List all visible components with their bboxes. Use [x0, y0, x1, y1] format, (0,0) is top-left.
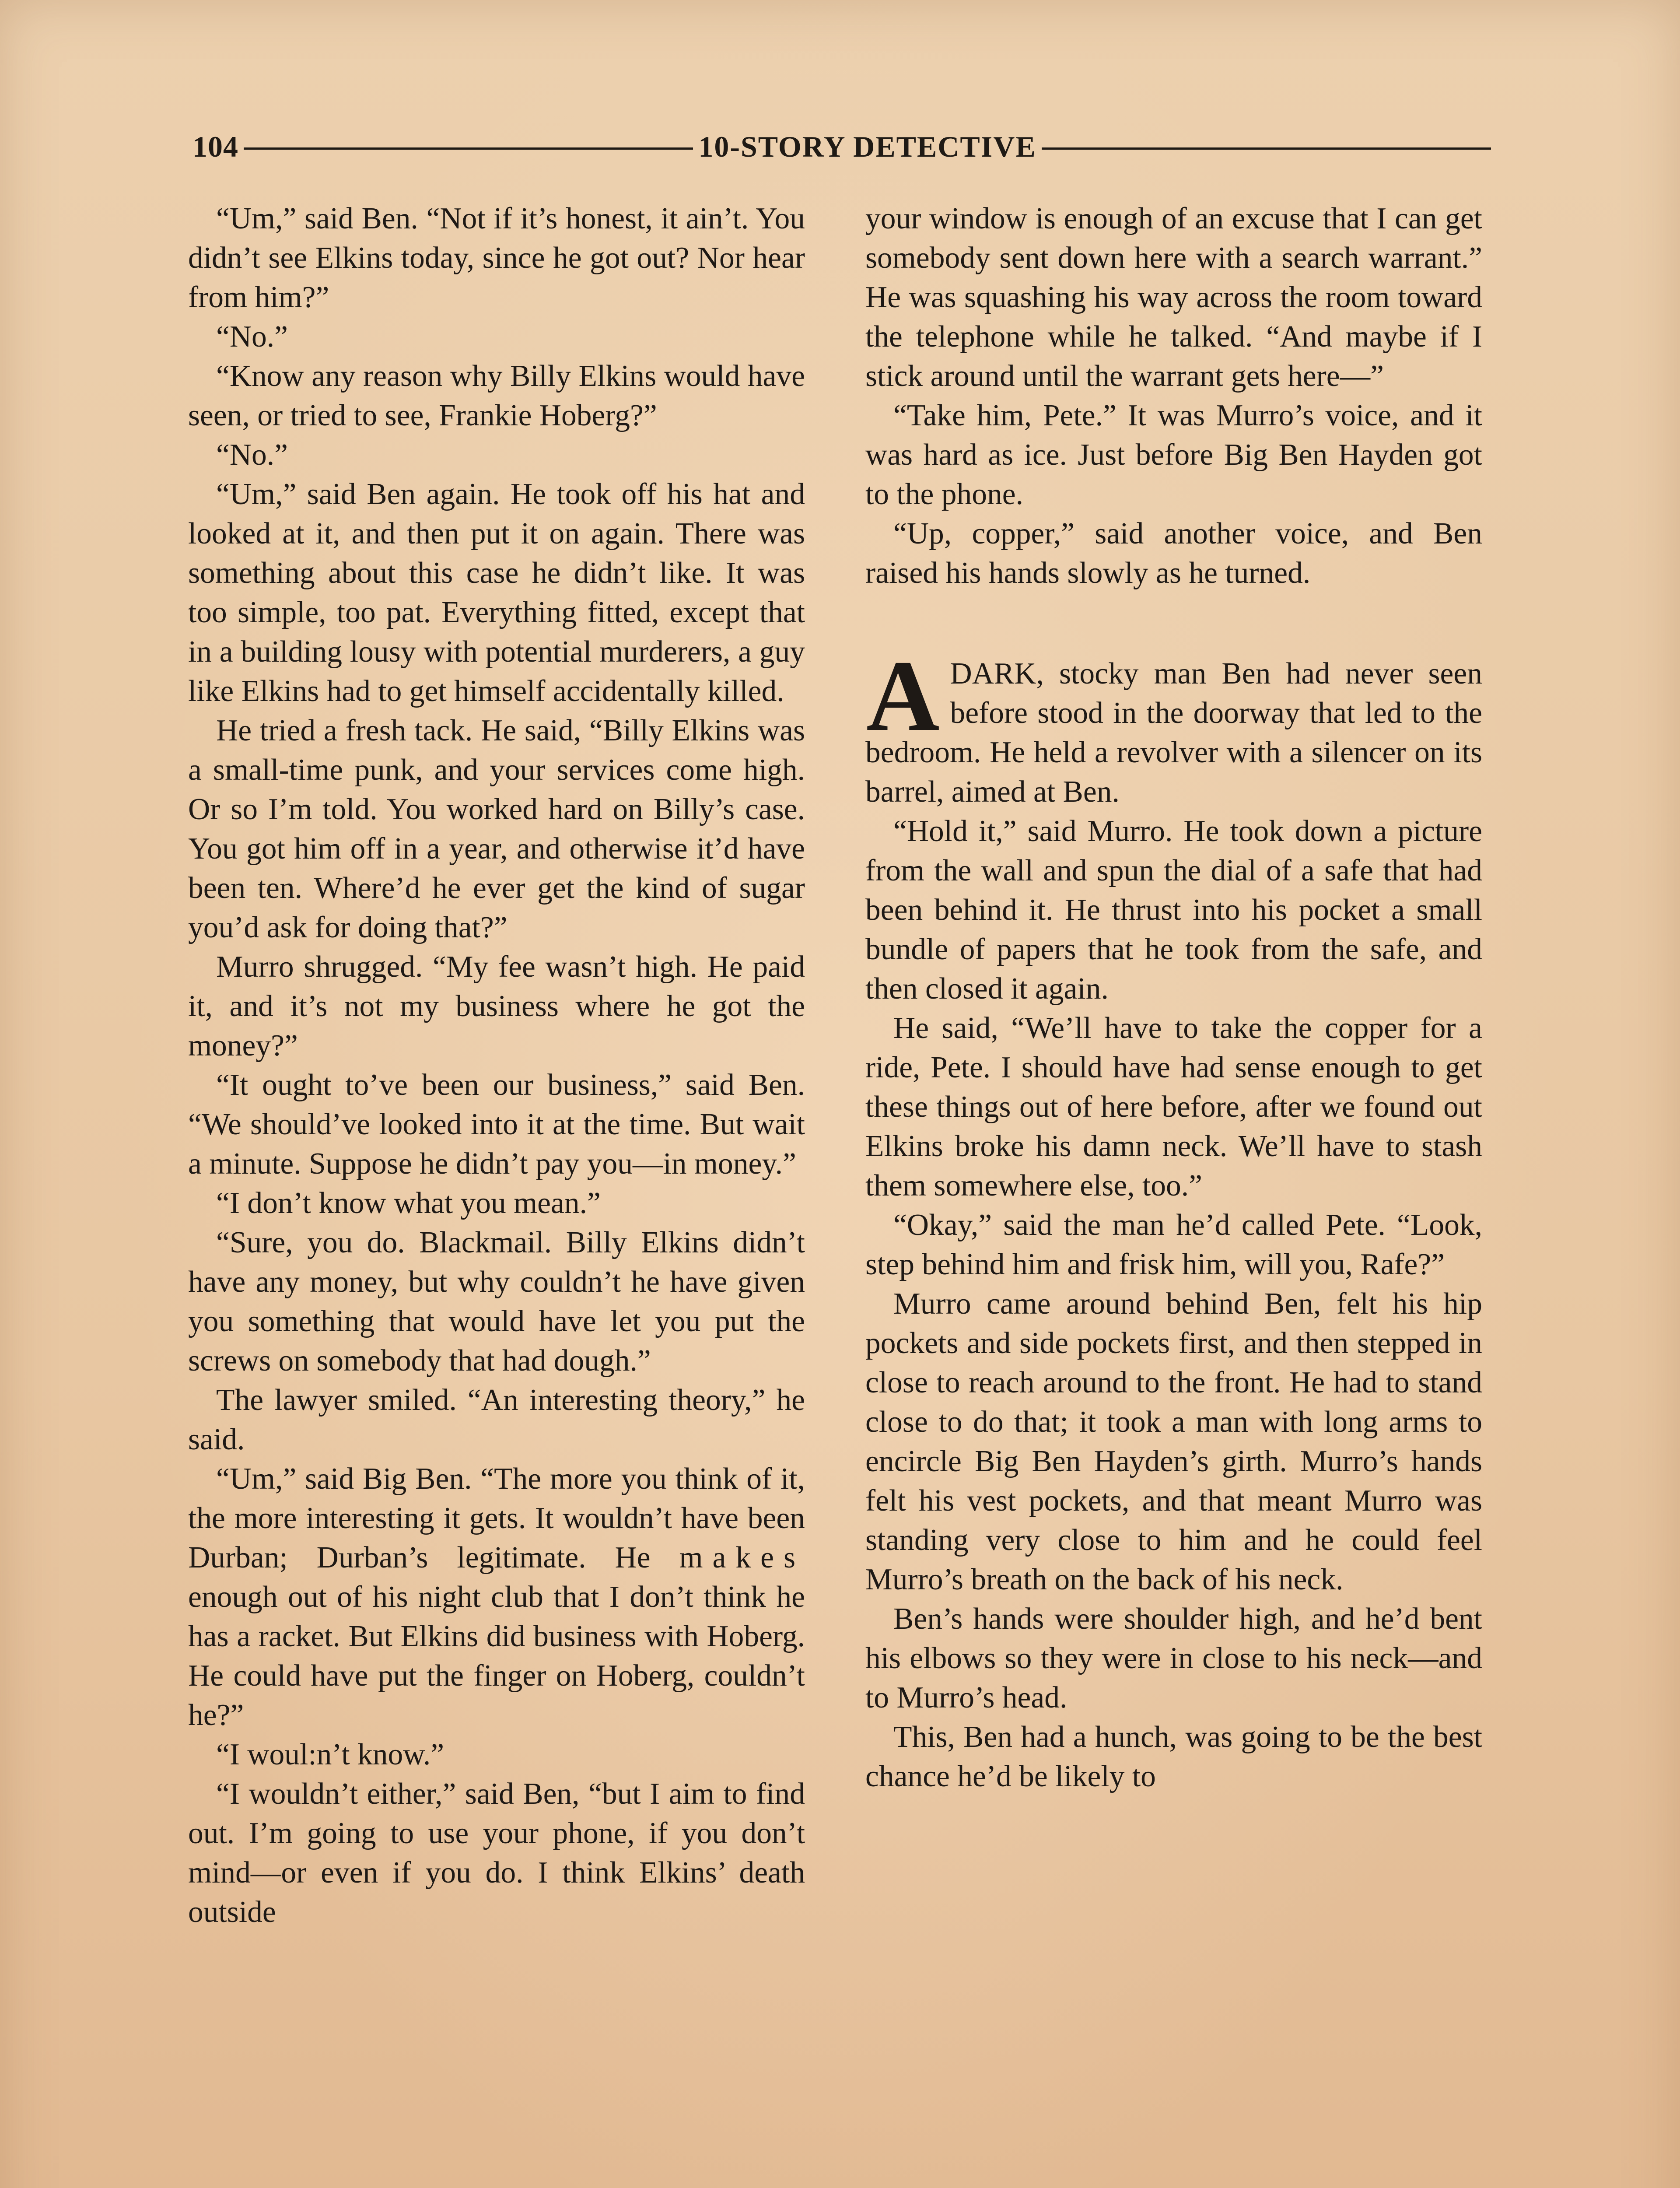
paragraph: “I don’t know what you mean.”: [216, 1186, 601, 1220]
paragraph: your window is enough of an excuse that I can get somebody sent down here with a search warrant.” He was squashing his way across the room toward the telephone while he talked. “And maybe if I stick around until the warrant gets here—”: [865, 202, 1482, 393]
paragraph: He tried a fresh tack. He said, “Billy Elkins was a small-time punk, and your services come high. Or so I’m told. You worked hard on Billy’s case. You got him off in a year, and otherwise it’d have been ten. Where’d he ever get the kind of sugar you’d ask for doing that?”: [188, 714, 805, 944]
page-number: 104: [192, 130, 238, 163]
paragraph: Ben’s hands were shoulder high, and he’d bent his elbows so they were in close to his neck—and to Murro’s head.: [865, 1602, 1482, 1715]
paragraph: “I wouldn’t either,” said Ben, “but I aim to find out. I’m going to use your phone, if you don’t mind—or even if you do. I think Elkins’ death outside: [188, 1777, 805, 1929]
paragraph: Murro shrugged. “My fee wasn’t high. He paid it, and it’s not my business where he got the money?”: [188, 950, 805, 1062]
paragraph: “No.”: [216, 320, 288, 354]
paragraph: “Um,” said Ben again. He took off his hat and looked at it, and then put it on again. There was something about this case he didn’t like. It was too simple, too pat. Everything fitted, except that in a building lousy with potential murderers, a guy like Elkins had to get himself accidentally killed.: [188, 477, 805, 708]
paragraph: This, Ben had a hunch, was going to be the best chance he’d be likely to: [865, 1720, 1482, 1793]
paragraph: “No.”: [216, 438, 288, 472]
paragraph: The lawyer smiled. “An interesting theory,” he said.: [188, 1383, 805, 1456]
paragraph-text: enough out of his night club that I don’t think he has a racket. But Elkins did business with Hoberg. He could have put the finger on Hoberg, couldn’t he?”: [188, 1580, 805, 1732]
section-break: [865, 593, 1482, 654]
header-rule-right: [1042, 147, 1491, 150]
running-header: [192, 125, 1496, 168]
paragraph: “I woul:n’t know.”: [216, 1738, 444, 1771]
paragraph-text: DARK, stocky man Ben had never seen before stood in the doorway that led to the bedroom. He held a revolver with a silencer on its barrel, aimed at Ben.: [865, 657, 1482, 809]
paragraph: [188, 1459, 805, 1735]
dropcap-paragraph: [865, 640, 1482, 812]
paragraph: “Take him, Pete.” It was Murro’s voice, and it was hard as ice. Just before Big Ben Hayden got to the phone.: [865, 399, 1482, 511]
paragraph: “Know any reason why Billy Elkins would have seen, or tried to see, Frankie Hoberg?”: [188, 359, 805, 432]
paragraph: “Up, copper,” said another voice, and Ben raised his hands slowly as he turned.: [865, 517, 1482, 590]
paragraph: “Sure, you do. Blackmail. Billy Elkins didn’t have any money, but why couldn’t he have given you something that would have let you put the screws on somebody that had dough.”: [188, 1226, 805, 1378]
paragraph: Murro came around behind Ben, felt his hip pockets and side pockets first, and then stepped in close to reach around to the front. He had to stand close to do that; it took a man with long arms to encircle Big Ben Hayden’s girth. Murro’s hands felt his vest pockets, and that meant Murro was standing very close to him and he could feel Murro’s breath on the back of his neck.: [865, 1287, 1482, 1596]
paragraph: “It ought to’ve been our business,” said Ben. “We should’ve looked into it at the time. But wait a minute. Suppose he didn’t pay you—in money.”: [188, 1068, 805, 1181]
magazine-title: 10-STORY DETECTIVE: [698, 130, 1036, 163]
left-column: [188, 199, 805, 1932]
spaced-word: makes: [679, 1541, 805, 1574]
right-column: [865, 199, 1482, 1796]
header-rule-left: [244, 147, 693, 150]
drop-cap: A: [866, 640, 940, 752]
paragraph: “Okay,” said the man he’d called Pete. “Look, step behind him and frisk him, will you, Rafe?”: [865, 1208, 1482, 1281]
paragraph-text: “Um,” said Big Ben. “The more you think of it, the more interesting it gets. It wouldn’t have been Durban; Durban’s legitimate. He: [188, 1462, 805, 1574]
paragraph: He said, “We’ll have to take the copper for a ride, Pete. I should have had sense enough to get these things out of here before, after we found out Elkins broke his damn neck. We’ll have to stash them somewhere else, too.”: [865, 1011, 1482, 1203]
paragraph: “Um,” said Ben. “Not if it’s honest, it ain’t. You didn’t see Elkins today, since he got out? Nor hear from him?”: [188, 202, 805, 314]
paragraph: “Hold it,” said Murro. He took down a picture from the wall and spun the dial of a safe that had been behind it. He thrust into his pocket a small bundle of papers that he took from the safe, and then closed it again.: [865, 814, 1482, 1006]
